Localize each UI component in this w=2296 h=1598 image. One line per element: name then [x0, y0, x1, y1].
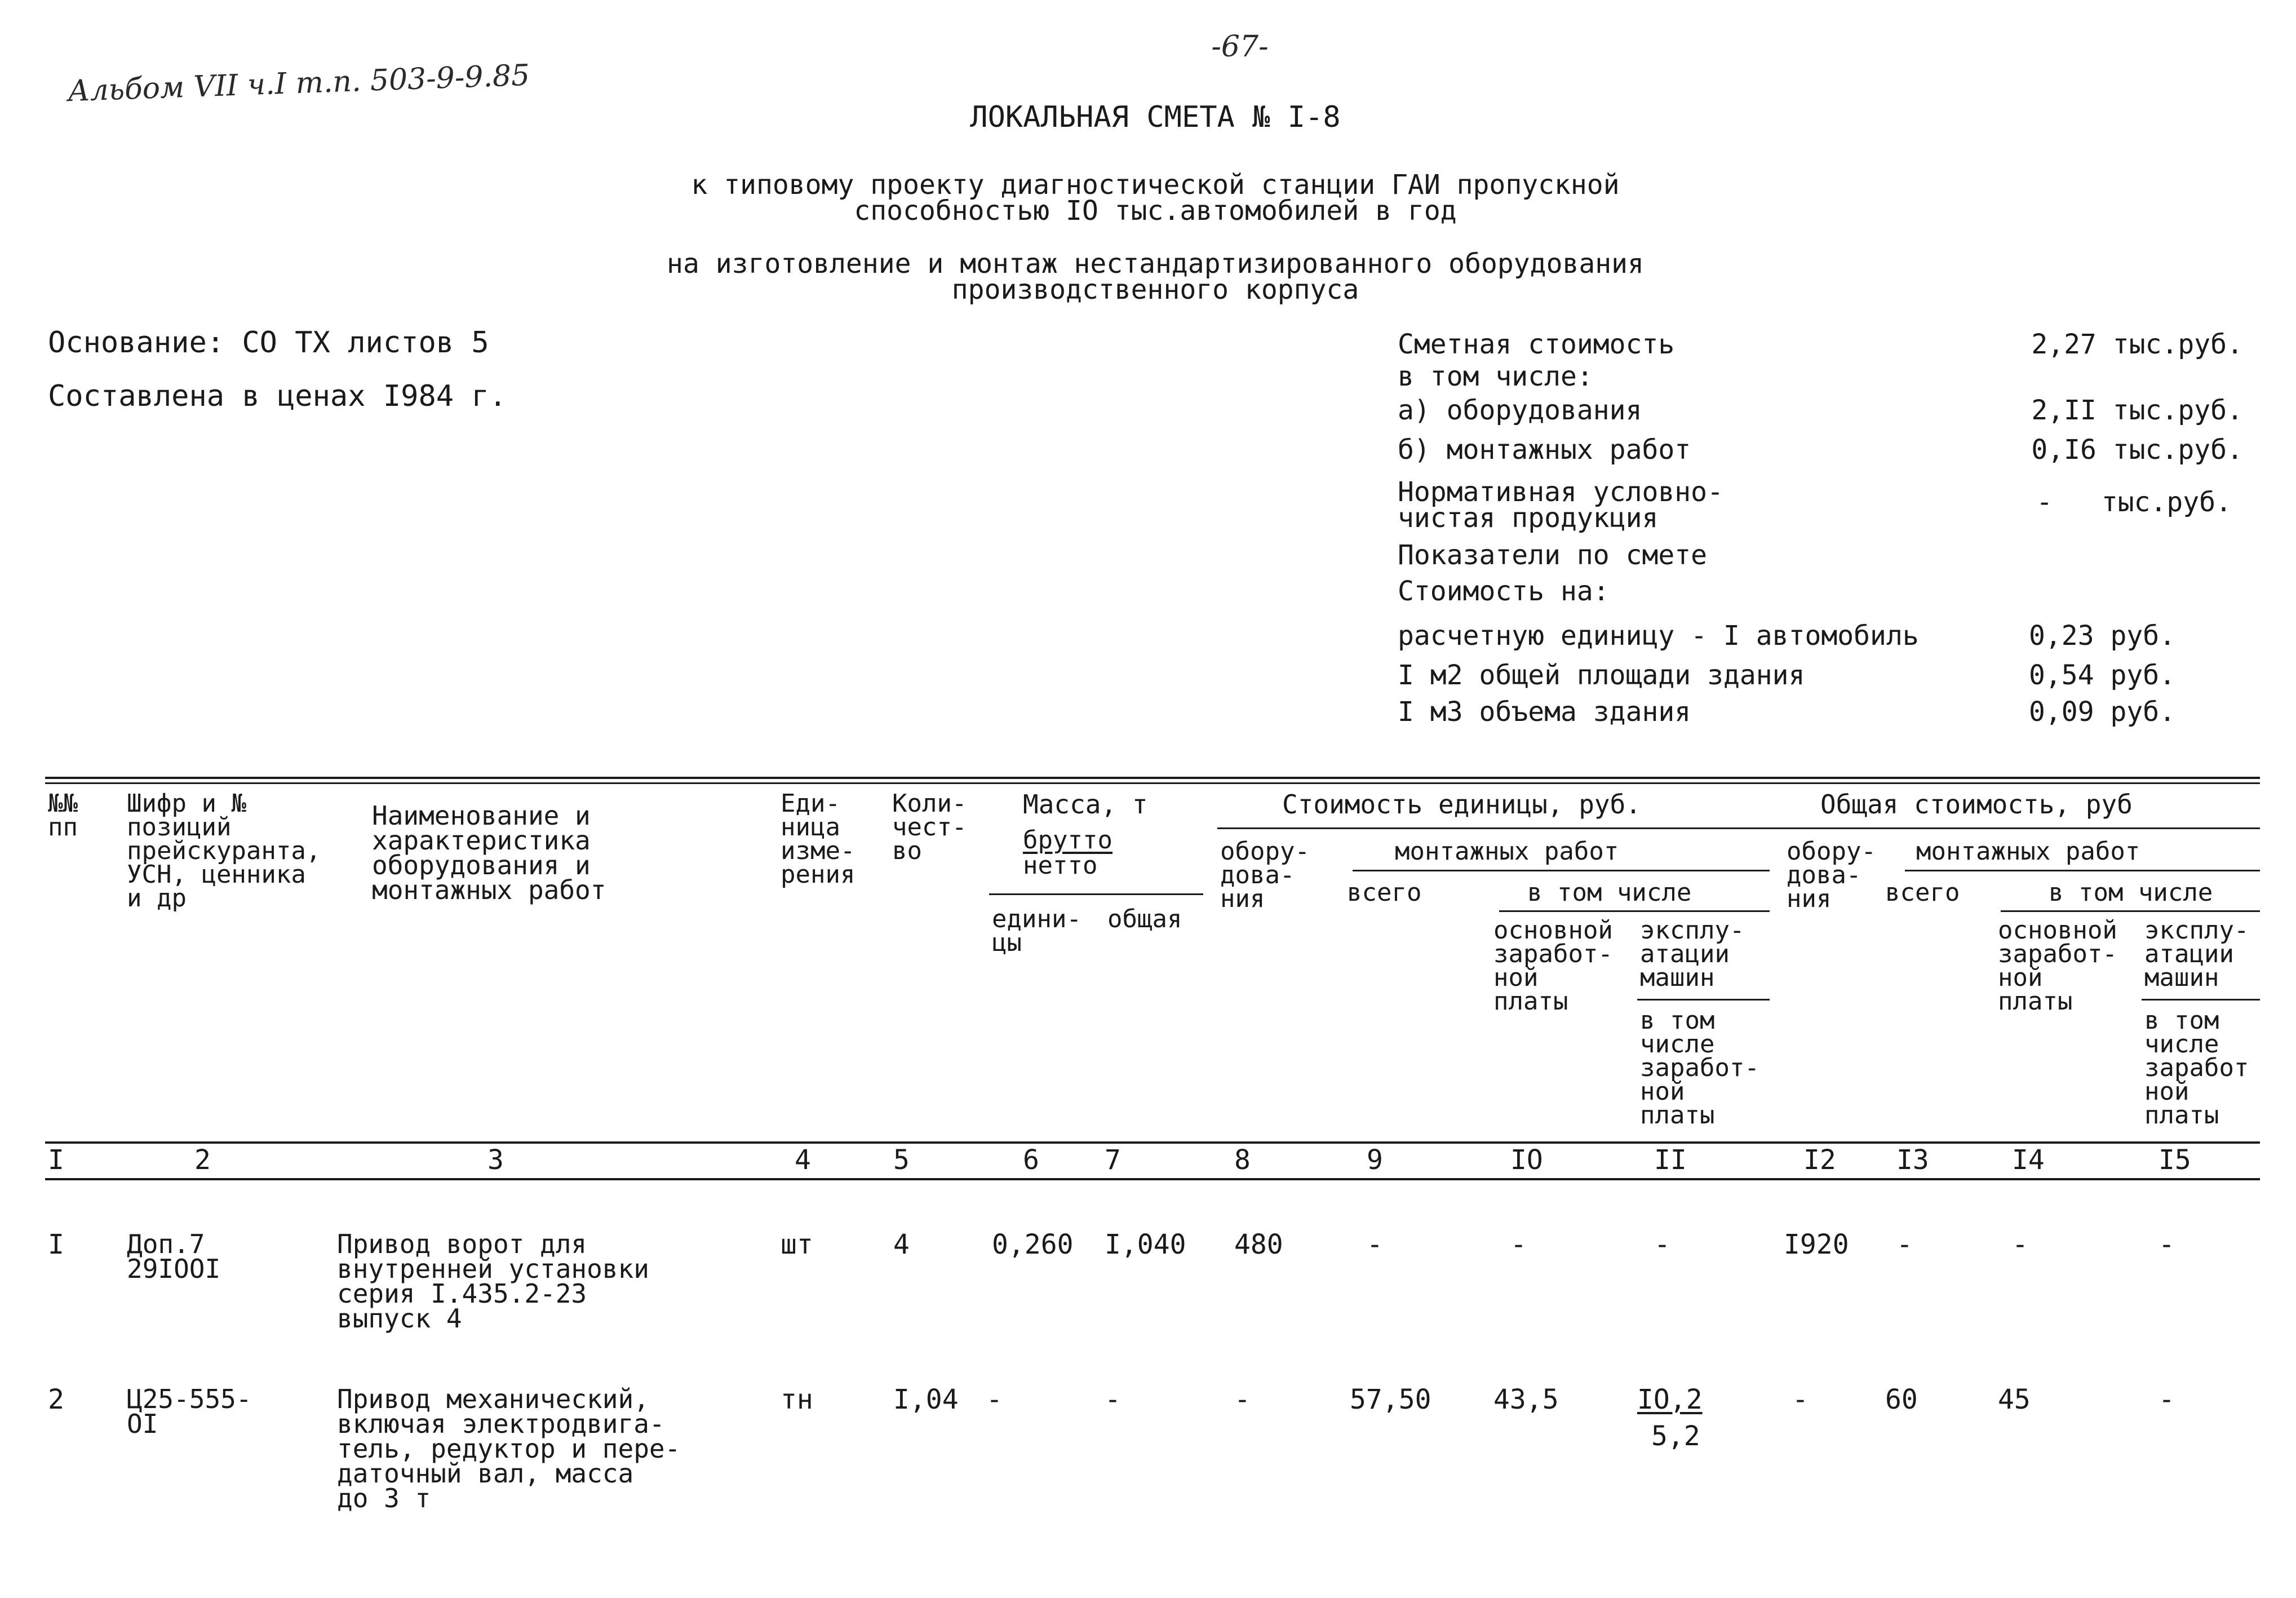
column-number: I3	[1896, 1144, 1929, 1176]
column-numbers-rule	[45, 1178, 2260, 1180]
column-number: 9	[1367, 1144, 1383, 1176]
header-unit-cost: Стоимость единицы, руб.	[1282, 789, 1641, 820]
column-number: 8	[1234, 1144, 1251, 1176]
header-rule	[1217, 827, 1798, 829]
row-code: Доп.7 29IOOI	[127, 1229, 221, 1284]
row-unit: тн	[781, 1384, 813, 1415]
summary-value: - тыс.руб.	[2036, 486, 2232, 518]
header-unit-cost-total: всего	[1347, 878, 1422, 907]
summary-label: Стоимость на:	[1398, 576, 1610, 607]
summary-label: I м2 общей площади здания	[1398, 659, 1805, 691]
row-qty: 4	[893, 1229, 910, 1260]
header-bottom-rule	[45, 1141, 2260, 1144]
row-code: Ц25-555- OI	[127, 1384, 252, 1439]
column-number: I2	[1803, 1144, 1836, 1176]
row-num: I	[48, 1229, 64, 1260]
row-unit-machines: -	[1654, 1229, 1670, 1260]
header-code: Шифр и № позиций прейскуранта, УСН, ценника и др	[127, 789, 321, 913]
album-note: Альбом VII ч.I т.п. 503-9-9.85	[67, 58, 531, 109]
summary-label: I м3 объема здания	[1398, 696, 1691, 728]
row-total-machines: -	[2158, 1384, 2175, 1415]
summary-label: расчетную единицу - I автомобиль	[1398, 620, 1919, 652]
row-total-base-wage: -	[2012, 1229, 2028, 1260]
header-total-cost-install: монтажных работ	[1916, 837, 2140, 866]
row-unit-install-total: 57,50	[1350, 1384, 1431, 1415]
column-number: I5	[2158, 1144, 2191, 1176]
column-number: IO	[1510, 1144, 1543, 1176]
row-num: 2	[48, 1384, 64, 1415]
document-subtitle-purpose: на изготовление и монтаж нестандартизированного оборудования производственного корпуса	[667, 248, 1644, 306]
header-total-cost: Общая стоимость, руб	[1820, 789, 2133, 820]
row-unit-base-wage: 43,5	[1493, 1384, 1559, 1415]
column-number: 4	[795, 1144, 811, 1176]
header-total-cost-incl: в том числе	[2049, 878, 2213, 907]
row-mass-unit: 0,260	[992, 1229, 1074, 1260]
column-number: 7	[1105, 1144, 1121, 1176]
row-unit-machines-wage: 5,2	[1651, 1420, 1700, 1452]
summary-label: а) оборудования	[1398, 395, 1642, 426]
row-total-install: 60	[1885, 1384, 1918, 1415]
row-unit-install-total: -	[1367, 1229, 1383, 1260]
summary-value: 2,27 тыс.руб.	[2031, 329, 2243, 360]
summary-value: 2,II тыс.руб.	[2031, 395, 2243, 426]
row-mass-unit: -	[986, 1384, 1003, 1415]
header-unit-cost-install: монтажных работ	[1395, 837, 1619, 866]
summary-label: б) монтажных работ	[1398, 434, 1691, 466]
row-unit-base-wage: -	[1510, 1229, 1527, 1260]
header-name: Наименование и характеристика оборудования и монтажных работ	[372, 800, 606, 905]
header-unit-cost-machines: эксплу- атации машин	[1640, 916, 1745, 992]
prices-year-note: Составлена в ценах I984 г.	[48, 379, 507, 413]
row-total-equipment: -	[1792, 1384, 1809, 1415]
document-title: ЛОКАЛЬНАЯ СМЕТА № I-8	[970, 100, 1341, 134]
row-mass-total: -	[1105, 1384, 1121, 1415]
summary-label: в том числе:	[1398, 361, 1593, 392]
row-total-install: -	[1896, 1229, 1913, 1260]
header-unit-cost-machines-wage: в том числе заработ- ной платы	[1640, 1006, 1759, 1130]
header-total-cost-machines: эксплу- атации машин	[2144, 916, 2249, 992]
row-name: Привод механический, включая электродвига- тель, редуктор и пере- даточный вал, масса до 3 т	[337, 1384, 681, 1513]
column-number: 6	[1023, 1144, 1039, 1176]
header-mass-unit: едини- цы	[992, 905, 1081, 957]
column-number: 3	[487, 1144, 504, 1176]
header-total-cost-machines-wage: в том числе заработ ной платы	[2144, 1006, 2249, 1130]
column-number: II	[1654, 1144, 1687, 1176]
row-total-equipment: I920	[1784, 1229, 1849, 1260]
header-mass-gross: брутто	[1023, 826, 1112, 855]
summary-label: Показатели по смете	[1398, 539, 1708, 571]
row-unit-machines: IO,2	[1637, 1384, 1703, 1415]
header-rule	[1353, 870, 1770, 871]
column-number: I	[48, 1144, 64, 1176]
document-subtitle-project: к типовому проекту диагностической станции ГАИ пропускной способностью IO тыс.автомобилей в год	[691, 169, 1620, 227]
column-number: 5	[893, 1144, 910, 1176]
header-unit-cost-base-wage: основной заработ- ной платы	[1493, 916, 1613, 1016]
header-total-cost-base-wage: основной заработ- ной платы	[1998, 916, 2117, 1016]
column-number: 2	[194, 1144, 211, 1176]
table-top-rule	[45, 782, 2260, 784]
row-qty: I,04	[893, 1384, 959, 1415]
row-unit-equipment: 480	[1234, 1229, 1283, 1260]
header-num: №№ пп	[48, 789, 78, 842]
header-unit: Еди- ница изме- рения	[781, 789, 856, 889]
header-unit-cost-equipment: обору- дова- ния	[1220, 837, 1310, 913]
header-rule	[1637, 999, 1770, 1001]
header-rule	[1905, 870, 2260, 871]
header-mass-net: нетто	[1023, 851, 1098, 880]
row-unit: шт	[781, 1229, 813, 1260]
table-top-rule	[45, 777, 2260, 779]
row-mass-total: I,040	[1105, 1229, 1186, 1260]
header-mass-total: общая	[1107, 905, 1182, 933]
header-total-cost-total: всего	[1885, 878, 1960, 907]
row-total-machines: -	[2158, 1229, 2175, 1260]
summary-label: Сметная стоимость	[1398, 329, 1675, 360]
summary-value: 0,09 руб.	[2029, 696, 2176, 728]
header-unit-cost-incl: в том числе	[1527, 878, 1692, 907]
header-total-cost-equipment: обору- дова- ния	[1787, 837, 1876, 913]
summary-label: Нормативная условно- чистая продукция	[1398, 476, 1723, 534]
header-rule	[2001, 910, 2260, 912]
summary-value: 0,I6 тыс.руб.	[2031, 434, 2243, 466]
header-qty: Коли- чест- во	[892, 789, 967, 865]
column-number: I4	[2012, 1144, 2045, 1176]
header-rule	[989, 893, 1203, 895]
basis-note: Основание: СО ТХ листов 5	[48, 326, 489, 360]
header-rule	[1499, 910, 1770, 912]
summary-value: 0,54 руб.	[2029, 659, 2176, 691]
summary-value: 0,23 руб.	[2029, 620, 2176, 652]
row-name: Привод ворот для внутренней установки серия I.435.2-23 выпуск 4	[337, 1229, 649, 1334]
header-rule	[1787, 827, 2260, 829]
row-total-base-wage: 45	[1998, 1384, 2031, 1415]
page-number: -67-	[1211, 30, 1269, 64]
header-mass: Масса, т	[1023, 789, 1148, 820]
header-rule	[2142, 999, 2260, 1001]
row-unit-equipment: -	[1234, 1384, 1251, 1415]
